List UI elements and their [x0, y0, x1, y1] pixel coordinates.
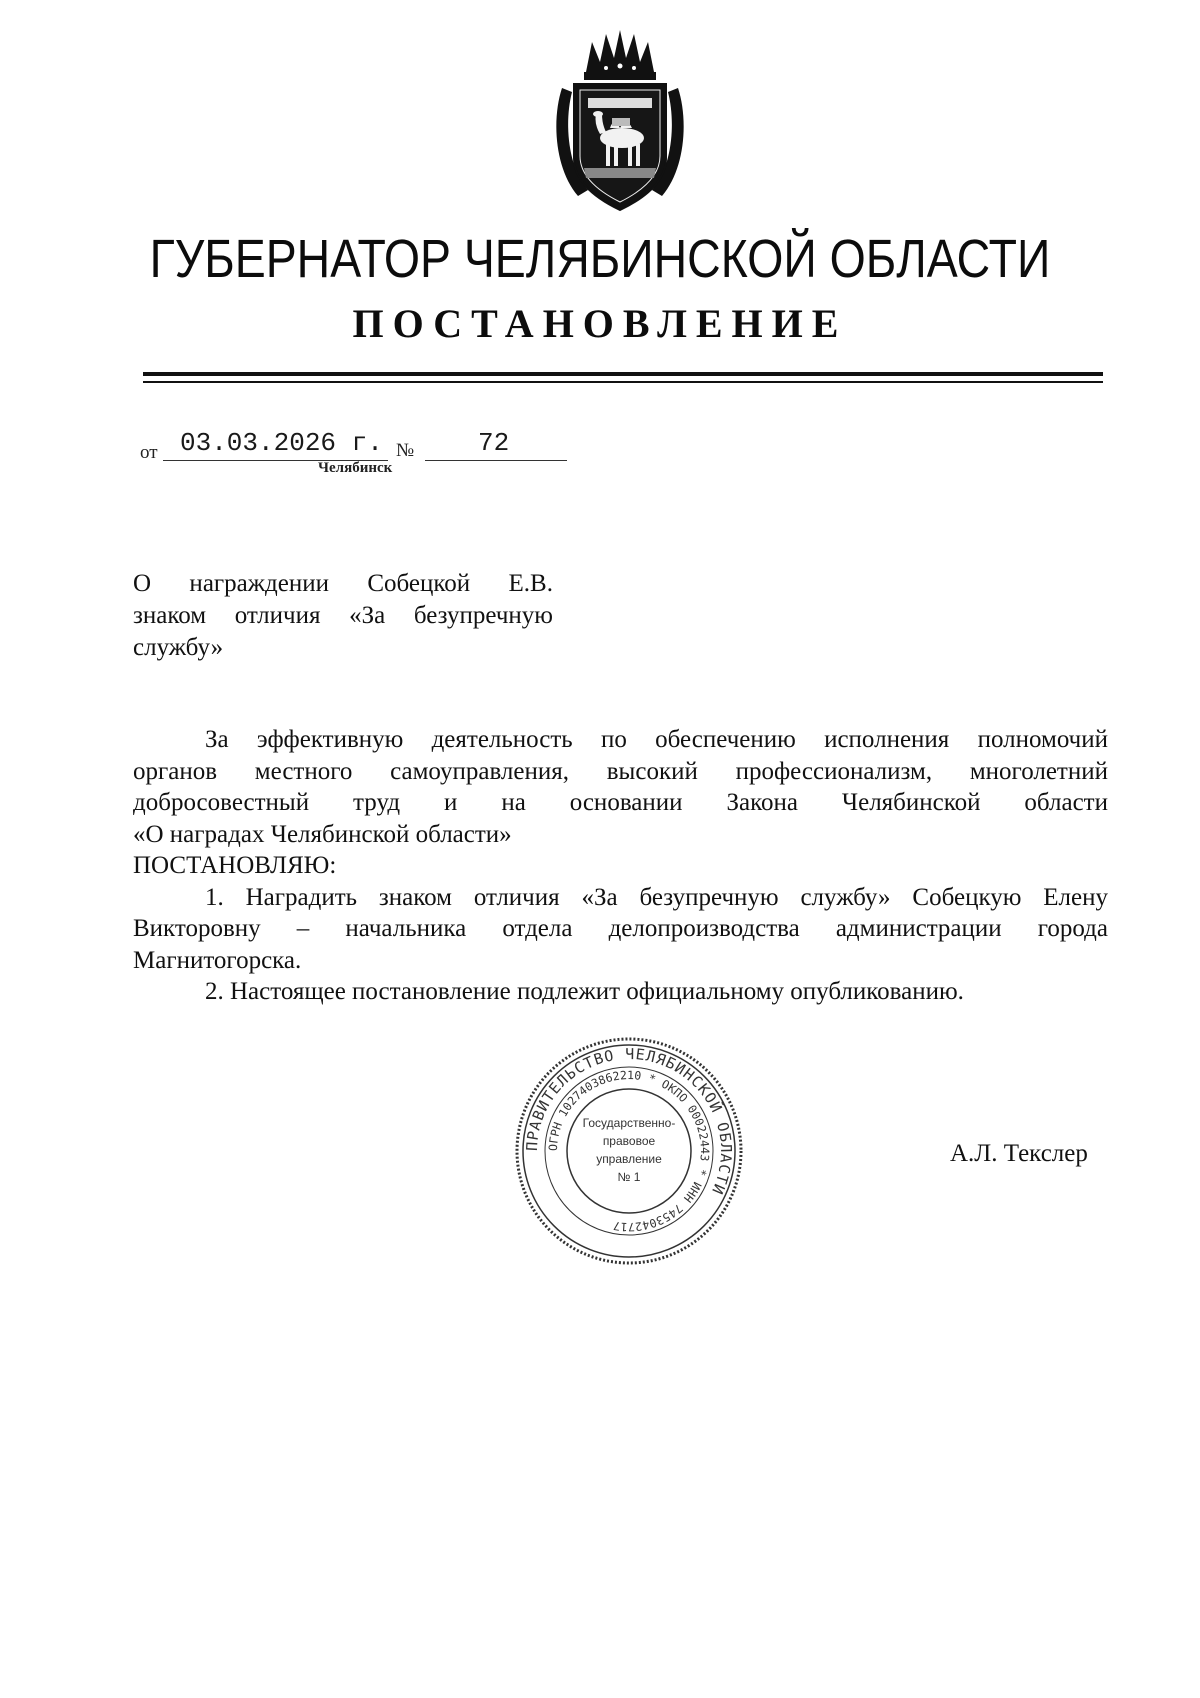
- document-number: 72: [478, 428, 510, 458]
- seal-center-line: управление: [596, 1152, 662, 1166]
- issuing-authority: ГУБЕРНАТОР ЧЕЛЯБИНСКОЙ ОБЛАСТИ: [149, 229, 1051, 289]
- document-body: [133, 724, 1108, 1008]
- seal-inner-text: ОГРН 1027403862210 * ОКПО 00022443 * ИНН 7453042717: [545, 1067, 713, 1235]
- seal-center-line: № 1: [617, 1170, 641, 1184]
- document-subject: [133, 568, 553, 664]
- body-line: Викторовну – начальника отдела делопроизводства администрации города: [133, 915, 1108, 942]
- body-line: Магнитогорска.: [133, 946, 302, 974]
- decree-word: ПОСТАНОВЛЯЮ:: [133, 852, 337, 879]
- body-line: «О наградах Челябинской области»: [133, 820, 512, 848]
- body-line: добросовестный труд и на основании Закона Челябинской области: [133, 789, 1108, 816]
- seal-outer-text: ПРАВИТЕЛЬСТВО ЧЕЛЯБИНСКОЙ ОБЛАСТИ: [522, 1044, 736, 1198]
- document-type: ПОСТАНОВЛЕНИЕ: [352, 301, 848, 346]
- svg-text:ОГРН 1027403862210 * ОКПО 0002: [546, 1068, 712, 1234]
- header-rule-thin: [143, 381, 1103, 383]
- body-line: органов местного самоуправления, высокий профессионализм, многолетний: [133, 757, 1108, 785]
- document-date: 03.03.2026 г.: [180, 428, 383, 458]
- number-label: №: [396, 440, 415, 461]
- official-seal: [513, 1035, 745, 1267]
- signer-name: А.Л. Текслер: [950, 1140, 1088, 1167]
- subject-line: службу»: [133, 634, 224, 661]
- seal-center-line: правовое: [602, 1134, 656, 1148]
- number-underline: [425, 460, 567, 461]
- body-line: 2. Настоящее постановление подлежит официальному опубликованию.: [205, 978, 964, 1005]
- subject-line: знаком отличия «За безупречную: [133, 602, 553, 629]
- body-line: 1. Наградить знаком отличия «За безупречную службу» Собецкую Елену: [205, 883, 1108, 911]
- date-label: от: [140, 442, 158, 463]
- header-rule-thick: [143, 372, 1103, 376]
- chelyabinsk-coat-of-arms-icon: [548, 28, 692, 218]
- subject-line: О награждении Собецкой Е.В.: [133, 570, 553, 597]
- seal-center-line: Государственно-: [582, 1116, 676, 1130]
- issue-city: Челябинск: [318, 460, 393, 476]
- body-line: За эффективную деятельность по обеспечению исполнения полномочий: [205, 726, 1108, 753]
